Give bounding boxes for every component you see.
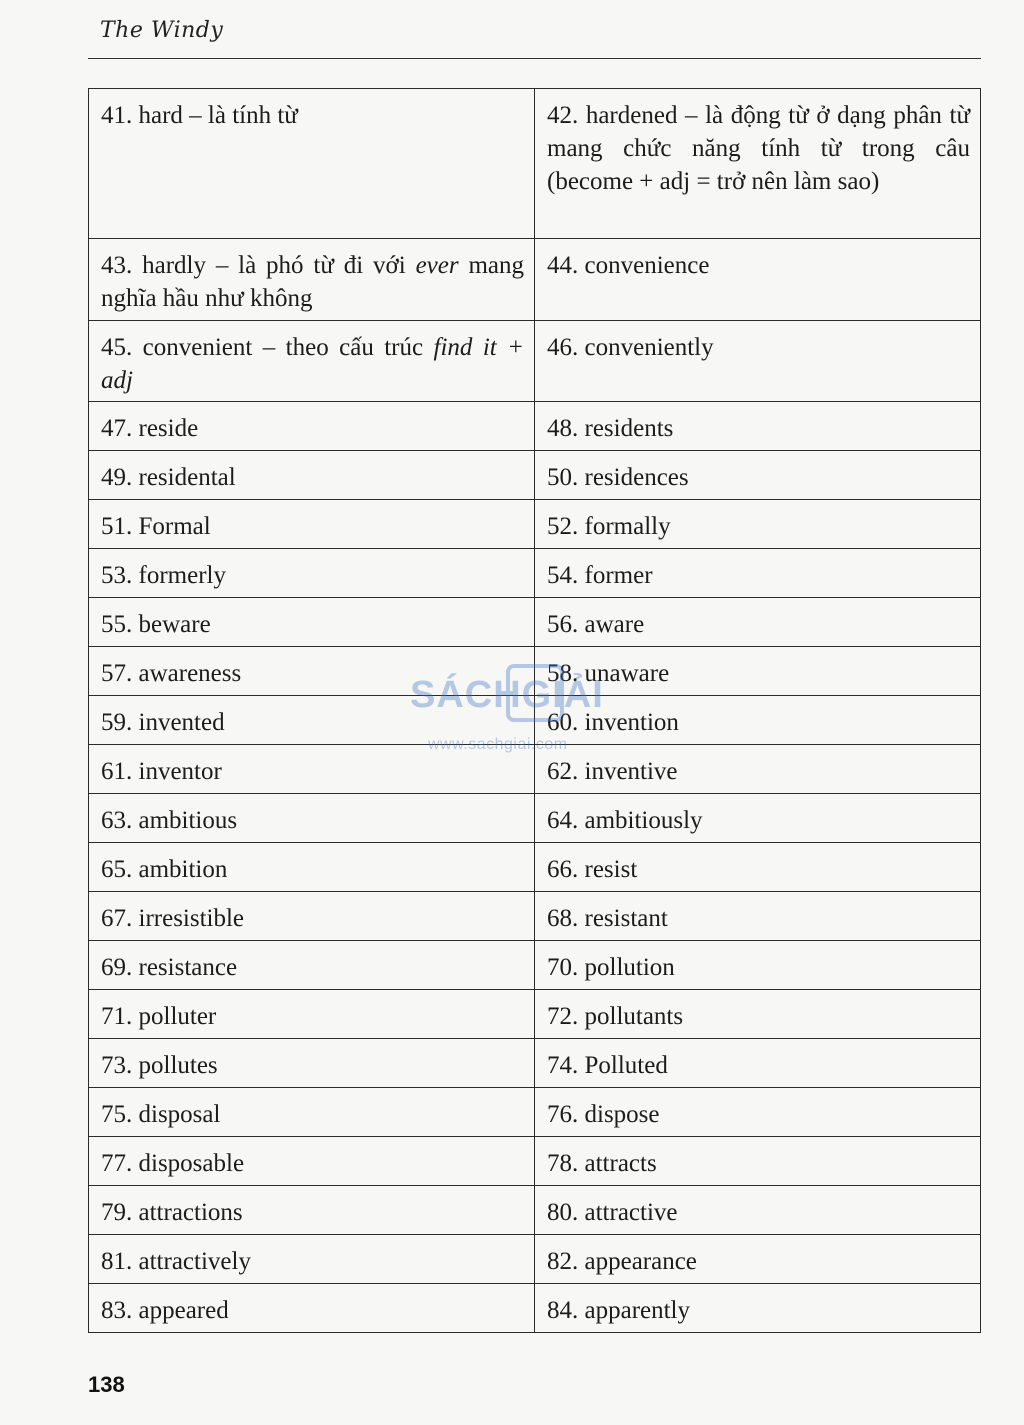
table-row xyxy=(89,941,981,990)
table-row xyxy=(89,598,981,647)
table-row xyxy=(89,843,981,892)
watermark-logo xyxy=(410,660,620,760)
table-row xyxy=(89,1088,981,1137)
answer-cell: 67. irresistible xyxy=(89,892,535,941)
table-row xyxy=(89,549,981,598)
answer-cell: 70. pollution xyxy=(535,941,981,990)
table-row xyxy=(89,89,981,239)
table-row xyxy=(89,451,981,500)
running-header-title: The Windy xyxy=(100,18,224,43)
answer-cell: 56. aware xyxy=(535,598,981,647)
answer-cell: 71. polluter xyxy=(89,990,535,1039)
answer-cell: 72. pollutants xyxy=(535,990,981,1039)
answer-cell: 54. former xyxy=(535,549,981,598)
answer-emphasis: ever xyxy=(415,252,459,279)
answer-cell: 68. resistant xyxy=(535,892,981,941)
table-row xyxy=(89,1039,981,1088)
answer-cell: 44. convenience xyxy=(535,239,981,321)
answer-cell: 80. attractive xyxy=(535,1186,981,1235)
table-row xyxy=(89,402,981,451)
answer-cell: 46. conveniently xyxy=(535,321,981,402)
table-row xyxy=(89,1235,981,1284)
answer-cell: 82. appearance xyxy=(535,1235,981,1284)
table-row xyxy=(89,1137,981,1186)
answer-cell: 65. ambition xyxy=(89,843,535,892)
table-row xyxy=(89,794,981,843)
answer-text: 43. hardly – là phó từ đi với xyxy=(101,252,416,279)
page-number: 138 xyxy=(88,1372,125,1397)
answer-cell: 42. hardened – là động từ ở dạng phân từ mang chức năng tính từ trong câu (become + adj = trở nên làm sao) xyxy=(535,89,981,239)
answer-cell: 47. reside xyxy=(89,402,535,451)
answer-cell: 79. attractions xyxy=(89,1186,535,1235)
answer-cell: 60. invention xyxy=(535,696,981,745)
answer-cell: 76. dispose xyxy=(535,1088,981,1137)
answer-cell: 62. inventive xyxy=(535,745,981,794)
table-row xyxy=(89,990,981,1039)
answer-cell: 69. resistance xyxy=(89,941,535,990)
answer-cell xyxy=(89,321,535,402)
answer-cell: 58. unaware xyxy=(535,647,981,696)
answer-cell: 75. disposal xyxy=(89,1088,535,1137)
answer-cell: 77. disposable xyxy=(89,1137,535,1186)
answer-cell: 73. pollutes xyxy=(89,1039,535,1088)
answer-cell: 41. hard – là tính từ xyxy=(89,89,535,239)
answer-cell: 81. attractively xyxy=(89,1235,535,1284)
table-row xyxy=(89,1284,981,1333)
answer-cell: 52. formally xyxy=(535,500,981,549)
table-row xyxy=(89,892,981,941)
header-divider xyxy=(88,58,981,59)
answer-cell: 49. residental xyxy=(89,451,535,500)
answer-cell: 55. beware xyxy=(89,598,535,647)
answer-cell: 51. Formal xyxy=(89,500,535,549)
answer-cell: 48. residents xyxy=(535,402,981,451)
table-row xyxy=(89,500,981,549)
answer-cell: 50. residences xyxy=(535,451,981,500)
answer-cell: 83. appeared xyxy=(89,1284,535,1333)
table-row xyxy=(89,239,981,321)
table-row xyxy=(89,1186,981,1235)
answer-cell: 66. resist xyxy=(535,843,981,892)
answer-cell: 63. ambitious xyxy=(89,794,535,843)
watermark-text: SÁCHGIẢI xyxy=(410,674,604,716)
watermark-url: www.sachgiai.com xyxy=(428,736,568,753)
table-row xyxy=(89,321,981,402)
answer-cell: 53. formerly xyxy=(89,549,535,598)
answer-cell: 74. Polluted xyxy=(535,1039,981,1088)
answer-cell: 84. apparently xyxy=(535,1284,981,1333)
answer-cell: 57. awareness xyxy=(89,647,535,696)
answer-cell: 61. inventor xyxy=(89,745,535,794)
answer-cell xyxy=(89,239,535,321)
answer-text: mang nghĩa hầu như không xyxy=(101,252,524,312)
answer-text: 45. convenient – theo cấu trúc xyxy=(101,334,434,361)
answer-cell: 59. invented xyxy=(89,696,535,745)
answer-cell: 64. ambitiously xyxy=(535,794,981,843)
answer-cell: 78. attracts xyxy=(535,1137,981,1186)
answer-emphasis: find it + adj xyxy=(101,334,524,394)
